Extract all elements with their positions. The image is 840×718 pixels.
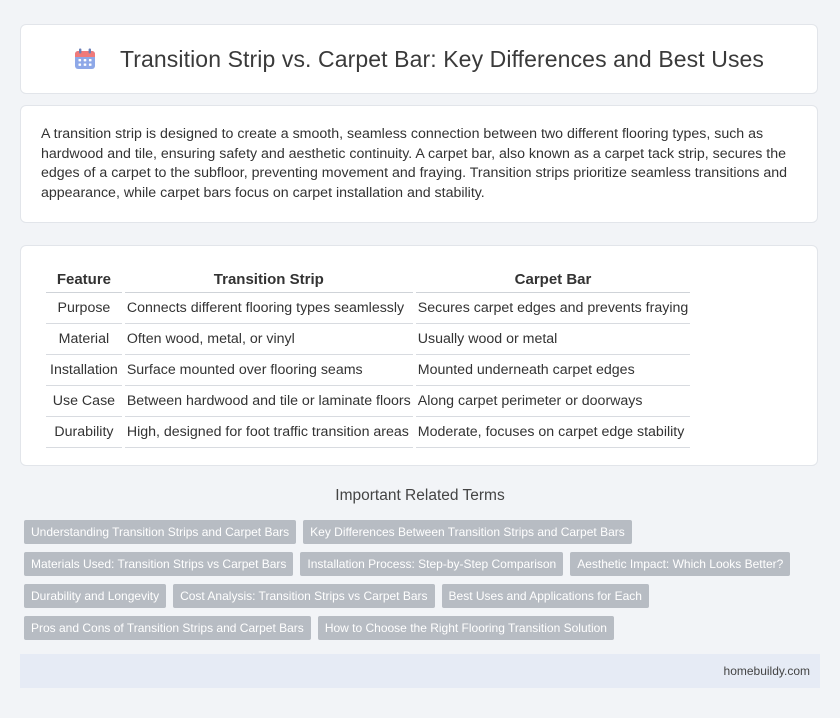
title-card xyxy=(20,24,818,94)
related-term-tag[interactable]: Pros and Cons of Transition Strips and Carpet Bars xyxy=(24,616,311,640)
transition-strip-cell: Connects different flooring types seamlessly xyxy=(125,293,413,324)
page-title: Transition Strip vs. Carpet Bar: Key Differences and Best Uses xyxy=(119,45,765,72)
feature-cell: Purpose xyxy=(46,293,122,324)
carpet-bar-cell: Mounted underneath carpet edges xyxy=(416,355,691,386)
related-term-tag[interactable]: Key Differences Between Transition Strips and Carpet Bars xyxy=(303,520,632,544)
calendar-icon xyxy=(74,48,96,70)
feature-cell: Durability xyxy=(46,417,122,448)
carpet-bar-cell: Moderate, focuses on carpet edge stability xyxy=(416,417,691,448)
intro-card xyxy=(20,105,818,223)
carpet-bar-cell: Secures carpet edges and prevents fraying xyxy=(416,293,691,324)
intro-paragraph: A transition strip is designed to create a smooth, seamless connection between two different flooring types, such as hardwood and tile, ensuring safety and aesthetic continuity. A carpet bar, also known as a carpet tack strip, secures the edges of a carpet to the subfloor, preventing movement and fraying. Transition strips prioritize seamless transitions and appearance, while carpet bars focus on carpet installation and stability. xyxy=(41,126,788,201)
column-header-carpet-bar: Carpet Bar xyxy=(416,266,691,293)
feature-cell: Installation xyxy=(46,355,122,386)
related-term-tag[interactable]: Materials Used: Transition Strips vs Carpet Bars xyxy=(24,552,293,576)
column-header-feature: Feature xyxy=(46,266,122,293)
column-header-transition-strip: Transition Strip xyxy=(125,266,413,293)
transition-strip-cell: High, designed for foot traffic transition areas xyxy=(125,417,413,448)
related-term-tag[interactable]: Installation Process: Step-by-Step Comparison xyxy=(300,552,563,576)
related-terms-list xyxy=(24,520,814,640)
footer-site-name: homebuildy.com xyxy=(723,664,810,678)
related-term-tag[interactable]: Cost Analysis: Transition Strips vs Carpet Bars xyxy=(173,584,434,608)
carpet-bar-cell: Along carpet perimeter or doorways xyxy=(416,386,691,417)
table-header-row xyxy=(46,266,690,293)
related-term-tag[interactable]: Understanding Transition Strips and Carpet Bars xyxy=(24,520,296,544)
feature-cell: Use Case xyxy=(46,386,122,417)
comparison-card xyxy=(20,245,818,466)
transition-strip-cell: Surface mounted over flooring seams xyxy=(125,355,413,386)
footer xyxy=(20,654,820,688)
table-row xyxy=(46,386,690,417)
related-term-tag[interactable]: Aesthetic Impact: Which Looks Better? xyxy=(570,552,790,576)
related-terms-title: Important Related Terms xyxy=(335,487,505,504)
transition-strip-cell: Often wood, metal, or vinyl xyxy=(125,324,413,355)
related-term-tag[interactable]: How to Choose the Right Flooring Transition Solution xyxy=(318,616,614,640)
carpet-bar-cell: Usually wood or metal xyxy=(416,324,691,355)
table-row xyxy=(46,293,690,324)
related-term-tag[interactable]: Best Uses and Applications for Each xyxy=(442,584,649,608)
table-row xyxy=(46,417,690,448)
transition-strip-cell: Between hardwood and tile or laminate floors xyxy=(125,386,413,417)
related-term-tag[interactable]: Durability and Longevity xyxy=(24,584,166,608)
table-row xyxy=(46,355,690,386)
comparison-table xyxy=(43,266,693,448)
table-row xyxy=(46,324,690,355)
feature-cell: Material xyxy=(46,324,122,355)
